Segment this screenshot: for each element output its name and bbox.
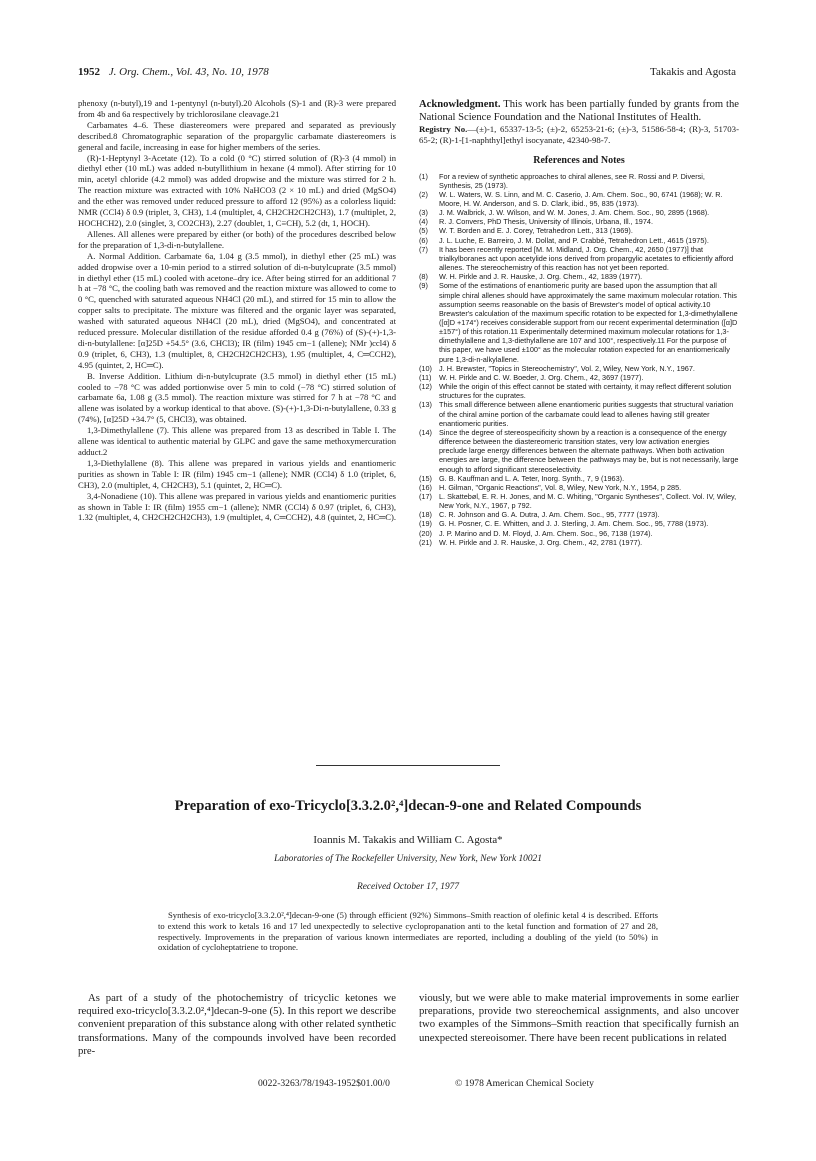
body-text-right: viously, but we were able to make material improvements in some earlier preparations, provide two stereochemical assignments, and also uncover two examples of the Simmons–Smith reaction that specifically furnish an unexpected stereoisomer. There have been recent publications in related <box>419 992 739 1044</box>
reference-number: (7) <box>419 244 428 254</box>
paragraph: 3,4-Nonadiene (10). This allene was prepared in various yields and enantiomeric purities as shown in Table I: IR (film) 1955 cm−1 (allene); NMR (CCl4) δ 0.97 (triplet, 6, CH3), 1.32 (multiplet, 4, CH2CH2CH2CH3), 1.9 (multiplet, 4, C═CCH2), 4.8 (quintet, 2, HC═C). <box>78 490 396 523</box>
article-authors: Ioannis M. Takakis and William C. Agosta* <box>313 834 503 846</box>
reference-number: (6) <box>419 235 428 245</box>
reference-number: (14) <box>419 427 432 437</box>
reference-text: W. H. Pirkle and J. R. Hauske, J. Org. Chem., 42, 2781 (1977). <box>439 537 643 547</box>
reference-item <box>419 281 739 363</box>
reference-number: (20) <box>419 528 432 538</box>
reference-item <box>419 510 739 519</box>
paragraph: 1,3-Dimethylallene (7). This allene was prepared from 13 as described in Table I. The allene was identical to authentic material by GLPC and gave the same methoxymercuration adduct.2 <box>78 425 396 457</box>
reference-text: W. L. Waters, W. S. Linn, and M. C. Caserio, J. Am. Chem. Soc., 90, 6741 (1968); W. R. Moore, H. W. Anderson, and S. D. Clark, ibid., 95, 835 (1973). <box>439 189 723 208</box>
abstract: Synthesis of exo-tricyclo[3.3.2.0²,⁴]decan-9-one (5) through efficient (92%) Simmons–Smith reaction of olefinic ketal 4 is described. Efforts to extend this work to ketals 16 and 17 led unexpectedly to selective cyclopropanation anti to the ketal function and formation of 27 and 28, respectively. Improvements in the preparation of various known intermediates are reported, including a doubling of the yield (to 50%) in oxidation of cycloheptatriene to tropone. <box>158 910 658 953</box>
article-code: 0022-3263/78/1943-1952$01.00/0 <box>258 1078 390 1089</box>
reference-text: C. R. Johnson and G. A. Dutra, J. Am. Chem. Soc., 95, 7777 (1973). <box>439 510 660 520</box>
running-head-authors: Takakis and Agosta <box>650 66 736 78</box>
right-column <box>419 98 739 547</box>
copyright: © 1978 American Chemical Society <box>455 1078 594 1089</box>
reference-number: (11) <box>419 372 432 382</box>
reference-number: (2) <box>419 189 428 199</box>
reference-item <box>419 226 739 235</box>
reference-number: (5) <box>419 226 428 236</box>
reference-text: G. H. Posner, C. E. Whitten, and J. J. Sterling, J. Am. Chem. Soc., 95, 7788 (1973). <box>439 519 709 529</box>
reference-text: Since the degree of stereospecificity shown by a reaction is a consequence of the energy difference between the diastereomeric transition states, very low activation energies preclude large energy differences between the alternate pathways. When both activation energies are large, the difference between the pathways may be, but is not necessarily, large enough to afford significant stereoselectivity. <box>439 427 739 474</box>
article-affiliation: Laboratories of The Rockefeller University, New York, New York 10021 <box>274 854 542 864</box>
left-column <box>78 98 396 523</box>
reference-text: W. T. Borden and E. J. Corey, Tetrahedron Lett., 313 (1969). <box>439 226 633 236</box>
reference-item <box>419 217 739 226</box>
reference-text: R. J. Convers, PhD Thesis, University of Illinois, Urbana, Ill., 1974. <box>439 217 653 227</box>
registry-numbers <box>419 124 739 146</box>
paragraph: A. Normal Addition. Carbamate 6a, 1.04 g (3.5 mmol), in diethyl ether (25 mL) was added dropwise over a 10-min period to a stirred solution of di-n-butylcuprate (3.5 mmol) in diethyl ether (15 mL) cooled with acetone–dry ice. After being stirred for an additional 7 h at −78 °C, the cooling bath was removed and the reaction mixture was allowed to come to 0 °C, quenched with saturated aqueous NH4Cl (20 mL), and stirred for 15 min to allow the copper salts to precipitate. The mixture was filtered and the organic layer was separated, washed with saturated aqueous NH4Cl (20 mL), dried (MgSO4), and concentrated at reduced pressure. Molecular distillation of the residue afforded 0.4 g (76%) of (S)-(+)-1,3-di-n-butylallene: [α]25D +54.5° (3.6, CHCl3); IR (film) 1945 cm−1 (allene); NMr )ccl4) δ 0.9 (triplet, 6, CH3), 1.3 (multiplet, 8, CH2CH2CH2CH3), 1.95 (multiplet, 4, C═CCH2), 4.95 (quintet, 2, HC═C). <box>78 250 396 370</box>
reference-item <box>419 529 739 538</box>
reference-text: J. H. Brewster, "Topics in Stereochemistry", Vol. 2, Wiley, New York, N.Y., 1967. <box>439 363 695 373</box>
registry-text: —(±)-1, 65337-13-5; (±)-2, 65253-21-6; (±)-3, 51586-58-4; (R)-3, 51703-65-2; (R)-1-[1-naphthyl]ethyl isocyanate, 42340-98-7. <box>419 124 739 145</box>
reference-text: J. M. Walbrick, J. W. Wilson, and W. M. Jones, J. Am. Chem. Soc., 90, 2895 (1968). <box>439 208 710 218</box>
reference-item <box>419 382 739 400</box>
reference-item <box>419 172 739 190</box>
acknowledgment <box>419 98 739 124</box>
journal-citation: J. Org. Chem., Vol. 43, No. 10, 1978 <box>108 66 269 78</box>
reference-text: W. H. Pirkle and C. W. Boeder, J. Org. Chem., 42, 3697 (1977). <box>439 372 644 382</box>
reference-item <box>419 236 739 245</box>
reference-text: It has been recently reported [M. M. Midland, J. Org. Chem., 42, 2650 (1977)] that trialkylboranes act upon acetylide ions derived from propargylic acetates to efficiently afford allenes. The stereochemistry of this reaction has not yet been reported. <box>439 244 734 273</box>
article-title: Preparation of exo-Tricyclo[3.3.2.0²,⁴]decan-9-one and Related Compounds <box>174 798 642 814</box>
reference-item <box>419 492 739 510</box>
running-header-left <box>78 66 269 78</box>
acknowledgment-heading: Acknowledgment. <box>419 99 501 110</box>
reference-item <box>419 373 739 382</box>
reference-text: This small difference between allene enantiomeric purities suggests that structural variation of the chiral amine portion of the carbamate could lead to allenes having still greater enantiomeric purities. <box>439 400 734 428</box>
reference-text: W. H. Pirkle and J. R. Hauske, J. Org. Chem., 42, 1839 (1977). <box>439 272 643 282</box>
reference-item <box>419 538 739 547</box>
paragraph: B. Inverse Addition. Lithium di-n-butylcuprate (3.5 mmol) in diethyl ether (15 mL) cooled to −78 °C was added portionwise over 5 min to cold (−78 °C) stirred solution of carbamate 6a, 1.08 g (3.5 mmol). The reaction mixture was stirred for 7 h at −78 °C and allene was isolated by a workup identical to that above. (S)-(+)-1,3-Di-n-butylallene, 0.33 g (74%), [α]25D +34.7° (5, CHCl3), was obtained. <box>78 370 396 425</box>
reference-number: (10) <box>419 363 432 373</box>
reference-number: (19) <box>419 519 432 529</box>
reference-text: While the origin of this effect cannot be stated with certainty, it may reflect different solution structures for the cuprates. <box>439 382 732 401</box>
reference-item <box>419 208 739 217</box>
reference-item <box>419 190 739 208</box>
reference-number: (8) <box>419 272 428 282</box>
reference-item <box>419 519 739 528</box>
reference-text: G. B. Kauffman and L. A. Teter, Inorg. Synth., 7, 9 (1963). <box>439 473 625 483</box>
reference-text: J. P. Marino and D. M. Floyd, J. Am. Chem. Soc., 96, 7138 (1974). <box>439 528 653 538</box>
reference-number: (1) <box>419 171 428 181</box>
reference-number: (12) <box>419 382 432 392</box>
body-text-left: As part of a study of the photochemistry of tricyclic ketones we required exo-tricyclo[3.3.2.0²,⁴]decan-9-one (5). In this report we describe convenient preparation of this substance along with other related synthetic transformations. Many of the compounds involved have been recorded pre- <box>78 992 396 1057</box>
reference-number: (18) <box>419 510 432 520</box>
references-list <box>419 172 739 547</box>
acknowledgment-text: This work has been partially funded by grants from the National Science Foundation and the National Institutes of Health. <box>419 99 739 123</box>
reference-number: (4) <box>419 217 428 227</box>
reference-item <box>419 474 739 483</box>
reference-number: (13) <box>419 400 432 410</box>
reference-item <box>419 400 739 427</box>
paragraph: phenoxy (n-butyl),19 and 1-pentynyl (n-butyl).20 Alcohols (S)-1 and (R)-3 were prepared from 4b and 6a respectively by trichlorosilane cleavage.21 <box>78 98 396 119</box>
reference-item <box>419 483 739 492</box>
paragraph: Allenes. All allenes were prepared by either (or both) of the procedures described below for the preparation of 1,3-di-n-butylallene. <box>78 228 396 250</box>
reference-text: J. L. Luche, E. Barreiro, J. M. Dollat, and P. Crabbé, Tetrahedron Lett., 4615 (1975). <box>439 235 709 245</box>
page-number: 1952 <box>78 66 100 78</box>
reference-number: (16) <box>419 482 432 492</box>
paragraph: Carbamates 4–6. These diastereomers were prepared and separated as previously described.8 Chromatographic separation of the propargylic carbamate diastereomers is general and facile, increasing in ease for higher members of the series. <box>78 119 396 152</box>
reference-item <box>419 272 739 281</box>
reference-number: (17) <box>419 491 432 501</box>
reference-text: For a review of synthetic approaches to chiral allenes, see R. Rossi and P. Diversi, Synthesis, 25 (1973). <box>439 171 705 190</box>
section-divider <box>316 765 500 766</box>
reference-item <box>419 364 739 373</box>
reference-number: (15) <box>419 473 432 483</box>
reference-item <box>419 245 739 272</box>
reference-text: Some of the estimations of enantiomeric purity are based upon the assumption that all simple chiral allenes should have approximately the same maximum molecular rotation. This assumption seems reasonable on the basis of Brewster's model of optical activity.10 Brewster's calculation of the maximum specific rotation to be expected for 1,3-dimethylallene ([α]D +174°) receives considerable support from our recent experimental determination ([α]D ±157°) of this rotation.11 Experimentally determined maximum molecular rotations for 1,3-dimethylallene and 1,3-diethylallene are 107 and 100°, respectively.11 For the purpose of this paper, we have used ±100° as the molecular rotation expected for an enantiomerically pure 1,3-di-n-alkylallene. <box>439 281 738 364</box>
paragraph: 1,3-Diethylallene (8). This allene was prepared in various yields and enantiomeric purities as shown in Table I: IR (film) 1945 cm−1 (allene); NMR (CCl4) δ 1.0 (triplet, 6, CH3), 2.0 (multiplet, 4, CH2CH3), 5.1 (quintet, 2, HC═C). <box>78 457 396 490</box>
reference-number: (3) <box>419 208 428 218</box>
registry-heading: Registry No. <box>419 124 468 134</box>
references-title: References and Notes <box>533 154 625 166</box>
reference-text: H. Gilman, "Organic Reactions", Vol. 8, Wiley, New York, N.Y., 1954, p 285. <box>439 482 682 492</box>
reference-text: L. Skattebøl, E. R. H. Jones, and M. C. Whiting, "Organic Syntheses", Collect. Vol. IV, Wiley, New York, N.Y., 1967, p 792. <box>439 491 737 511</box>
reference-number: (9) <box>419 281 428 291</box>
reference-item <box>419 428 739 474</box>
received-date: Received October 17, 1977 <box>356 882 460 892</box>
reference-number: (21) <box>419 537 432 547</box>
paragraph: (R)-1-Heptynyl 3-Acetate (12). To a cold (0 °C) stirred solution of (R)-3 (4 mmol) in diethyl ether (10 mL) was added n-butyllithium in hexane (4 mmol). After stirring for 10 min, acetyl chloride (4.2 mmol) was added dropwise and the mixture was stirred for 2 h. The reaction mixture was extracted with 10% NaHCO3 (2 × 10 mL) and dried (MgSO4) and the ether was removed under reduced pressure to afford 12 (95%) as a colorless liquid: NMR (CCl4) δ 0.9 (triplet, 3, CH3), 1.4 (multiplet, 4, CH2CH2CH2CH3), 1.7 (multiplet, 2, HOCHCH2), 2.0 (singlet, 3, CO2CH3), 2.27 (doublet, 1, C≡CH), 5.2 (dt, 1, HOCH). <box>78 152 396 228</box>
